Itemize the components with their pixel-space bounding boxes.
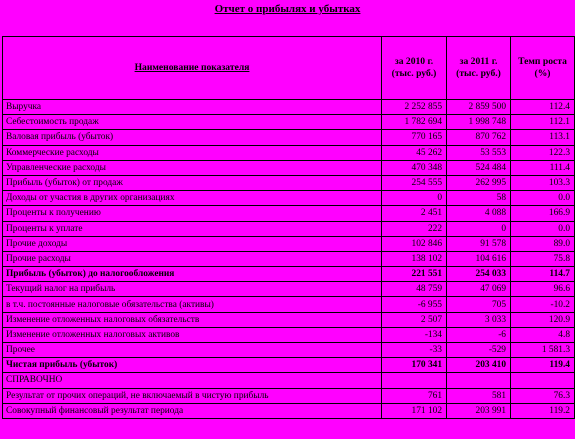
row-value-2011: -529 <box>447 343 511 358</box>
row-value-2010: 2 252 855 <box>382 100 447 115</box>
row-name: Результат от прочих операций, не включаемый в чистую прибыль <box>3 388 382 403</box>
row-name: Валовая прибыль (убыток) <box>3 130 382 145</box>
row-growth-rate: 96.6 <box>511 282 575 297</box>
row-name: Прибыль (убыток) до налогообложения <box>3 267 382 282</box>
row-value-2011: 203 991 <box>447 403 511 418</box>
row-value-2011: 524 484 <box>447 160 511 175</box>
row-name: Себестоимость продаж <box>3 115 382 130</box>
row-value-2010: 138 102 <box>382 251 447 266</box>
row-name: Прочее <box>3 343 382 358</box>
table-row <box>3 282 575 297</box>
row-name: в т.ч. постоянные налоговые обязательства (активы) <box>3 297 382 312</box>
row-growth-rate: 4.8 <box>511 327 575 342</box>
row-growth-rate: 166.9 <box>511 206 575 221</box>
table-row <box>3 358 575 373</box>
table-row <box>3 297 575 312</box>
row-value-2011: -6 <box>447 327 511 342</box>
row-growth-rate: 0.0 <box>511 221 575 236</box>
row-name: СПРАВОЧНО <box>3 373 382 388</box>
row-growth-rate: 111.4 <box>511 160 575 175</box>
row-growth-rate: 114.7 <box>511 267 575 282</box>
table-row <box>3 206 575 221</box>
row-value-2010: 171 102 <box>382 403 447 418</box>
row-growth-rate: 89.0 <box>511 236 575 251</box>
row-name: Прочие доходы <box>3 236 382 251</box>
row-value-2010: 222 <box>382 221 447 236</box>
row-value-2011: 262 995 <box>447 175 511 190</box>
row-growth-rate: 119.2 <box>511 403 575 418</box>
row-name: Проценты к получению <box>3 206 382 221</box>
row-value-2011: 203 410 <box>447 358 511 373</box>
row-growth-rate: 119.4 <box>511 358 575 373</box>
row-value-2010: -6 955 <box>382 297 447 312</box>
row-value-2011: 2 859 500 <box>447 100 511 115</box>
table-row <box>3 373 575 388</box>
row-value-2011: 870 762 <box>447 130 511 145</box>
row-value-2010: 761 <box>382 388 447 403</box>
row-value-2011: 104 616 <box>447 251 511 266</box>
row-value-2011: 1 998 748 <box>447 115 511 130</box>
row-growth-rate: 112.1 <box>511 115 575 130</box>
table-row <box>3 221 575 236</box>
table-row <box>3 115 575 130</box>
table-row <box>3 145 575 160</box>
table-row <box>3 130 575 145</box>
table-row <box>3 403 575 418</box>
table-row <box>3 388 575 403</box>
table-row <box>3 251 575 266</box>
row-value-2010: 48 759 <box>382 282 447 297</box>
row-name: Чистая прибыль (убыток) <box>3 358 382 373</box>
table-row <box>3 343 575 358</box>
row-value-2010 <box>382 373 447 388</box>
table-row <box>3 100 575 115</box>
row-value-2010: 254 555 <box>382 175 447 190</box>
row-value-2011: 91 578 <box>447 236 511 251</box>
row-value-2011: 3 033 <box>447 312 511 327</box>
row-growth-rate: 75.8 <box>511 251 575 266</box>
row-growth-rate: -10.2 <box>511 297 575 312</box>
row-value-2011: 4 088 <box>447 206 511 221</box>
table-row <box>3 312 575 327</box>
row-value-2010: 170 341 <box>382 358 447 373</box>
row-growth-rate: 1 581.3 <box>511 343 575 358</box>
row-value-2011: 53 553 <box>447 145 511 160</box>
table-row <box>3 191 575 206</box>
row-name: Изменение отложенных налоговых обязательств <box>3 312 382 327</box>
table-row <box>3 327 575 342</box>
row-value-2010: -33 <box>382 343 447 358</box>
header-2010: за 2010 г. (тыс. руб.) <box>382 37 447 100</box>
row-value-2010: 1 782 694 <box>382 115 447 130</box>
row-growth-rate <box>511 373 575 388</box>
row-value-2011: 47 069 <box>447 282 511 297</box>
income-statement-table <box>2 36 575 419</box>
row-name: Совокупный финансовый результат периода <box>3 403 382 418</box>
table-header-row <box>3 37 575 100</box>
row-value-2010: 0 <box>382 191 447 206</box>
row-value-2011 <box>447 373 511 388</box>
row-name: Доходы от участия в других организациях <box>3 191 382 206</box>
row-name: Проценты к уплате <box>3 221 382 236</box>
row-value-2010: 770 165 <box>382 130 447 145</box>
row-value-2011: 705 <box>447 297 511 312</box>
row-value-2010: 470 348 <box>382 160 447 175</box>
row-growth-rate: 103.3 <box>511 175 575 190</box>
table-row <box>3 267 575 282</box>
row-value-2010: 221 551 <box>382 267 447 282</box>
row-value-2010: 2 507 <box>382 312 447 327</box>
row-growth-rate: 120.9 <box>511 312 575 327</box>
row-value-2011: 58 <box>447 191 511 206</box>
row-value-2010: 2 451 <box>382 206 447 221</box>
report-title: Отчет о прибылях и убытках <box>214 3 361 15</box>
row-value-2011: 0 <box>447 221 511 236</box>
header-2011: за 2011 г. (тыс. руб.) <box>447 37 511 100</box>
row-value-2010: 102 846 <box>382 236 447 251</box>
table-row <box>3 236 575 251</box>
row-growth-rate: 0.0 <box>511 191 575 206</box>
row-value-2010: -134 <box>382 327 447 342</box>
row-name: Выручка <box>3 100 382 115</box>
row-name: Управленческие расходы <box>3 160 382 175</box>
row-name: Коммерческие расходы <box>3 145 382 160</box>
row-name: Текущий налог на прибыль <box>3 282 382 297</box>
table-row <box>3 175 575 190</box>
row-growth-rate: 76.3 <box>511 388 575 403</box>
row-growth-rate: 112.4 <box>511 100 575 115</box>
row-growth-rate: 122.3 <box>511 145 575 160</box>
table-row <box>3 160 575 175</box>
row-value-2010: 45 262 <box>382 145 447 160</box>
row-name: Изменение отложенных налоговых активов <box>3 327 382 342</box>
row-name: Прибыль (убыток) от продаж <box>3 175 382 190</box>
header-indicator-name: Наименование показателя <box>3 37 382 100</box>
row-value-2011: 581 <box>447 388 511 403</box>
row-value-2011: 254 033 <box>447 267 511 282</box>
row-growth-rate: 113.1 <box>511 130 575 145</box>
row-name: Прочие расходы <box>3 251 382 266</box>
header-growth-rate: Темп роста (%) <box>511 37 575 100</box>
